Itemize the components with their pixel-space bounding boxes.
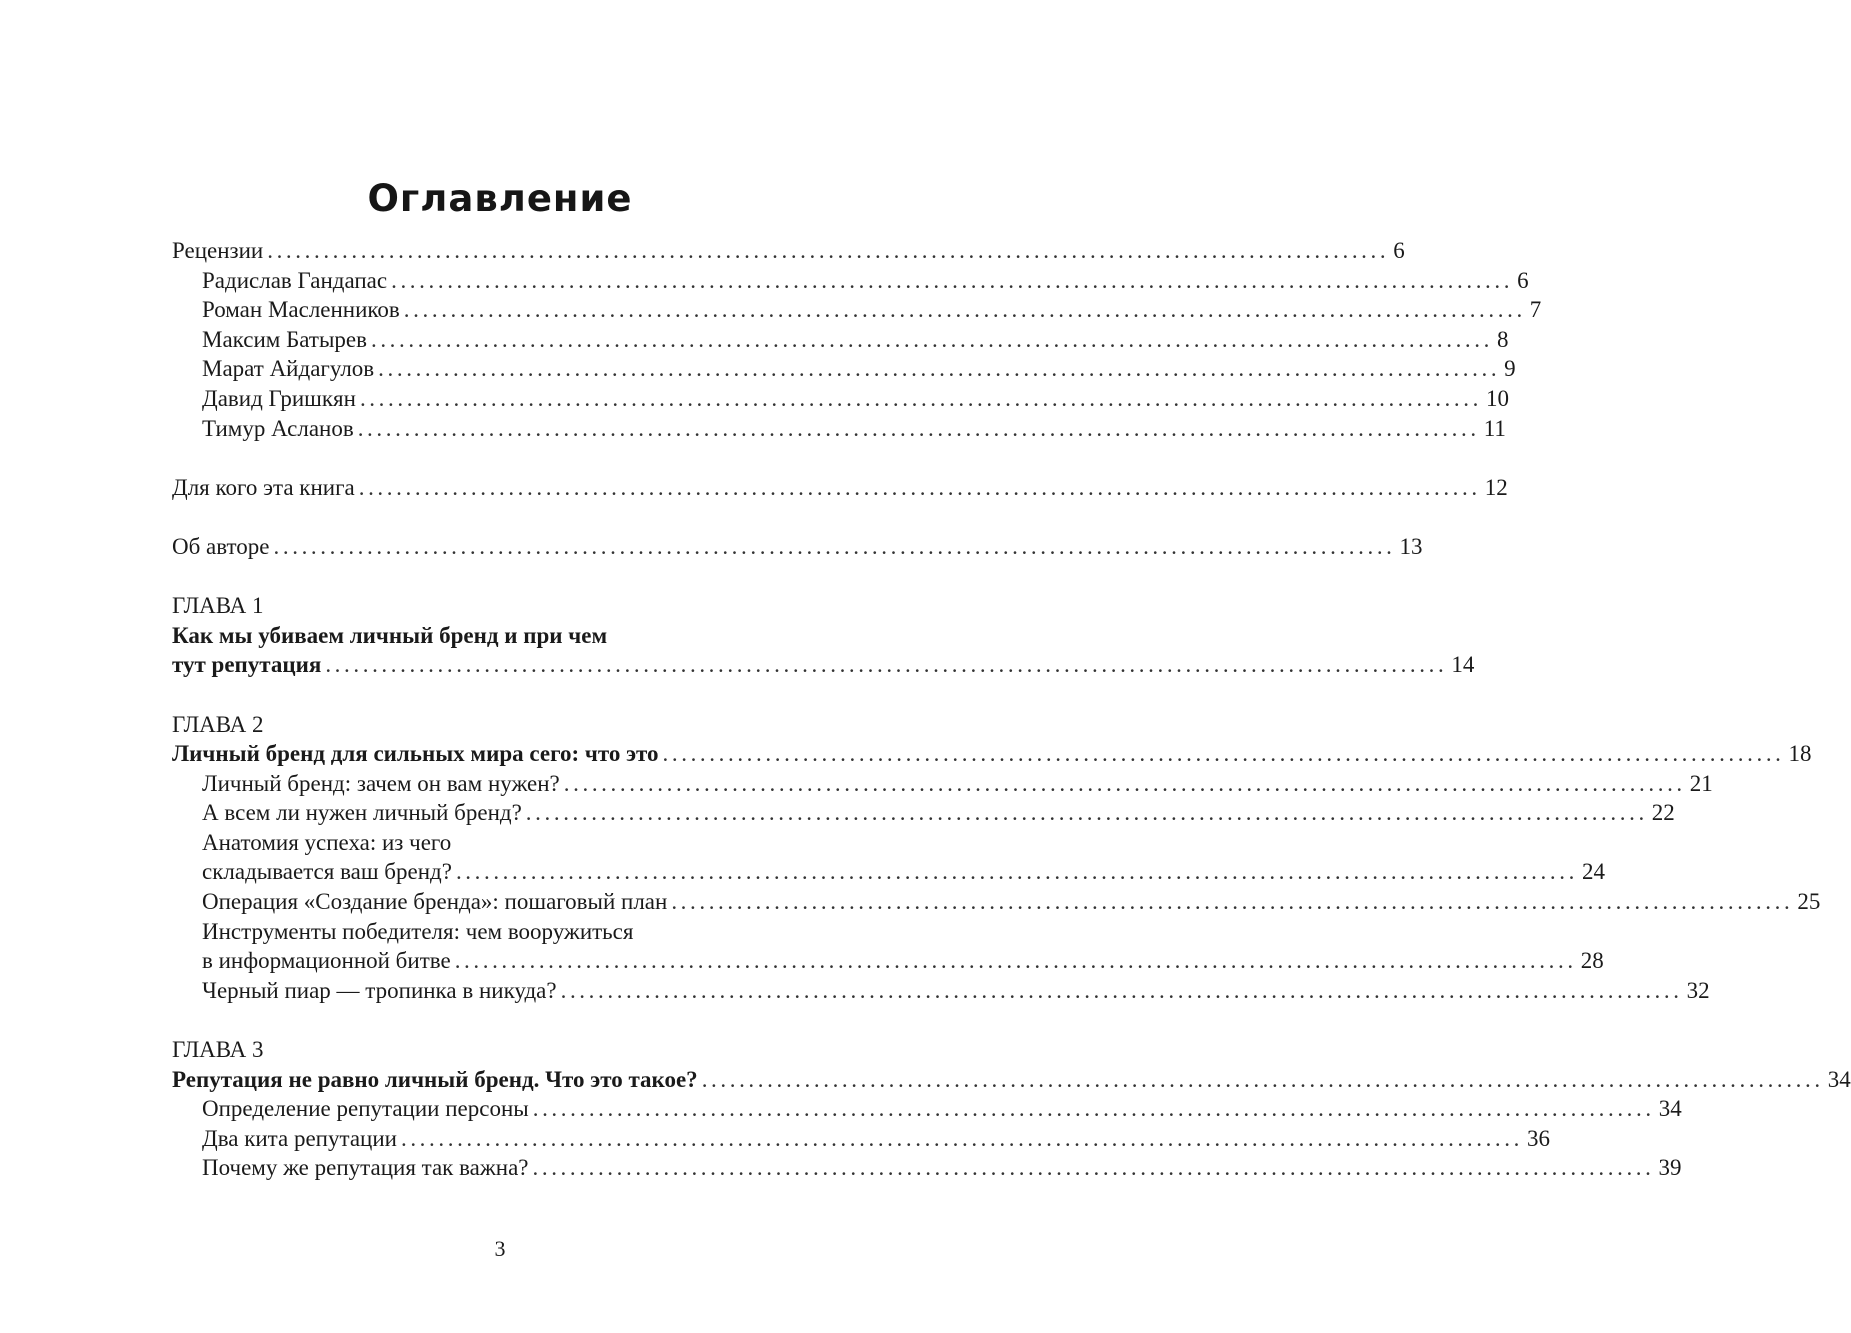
spacer	[172, 562, 789, 592]
toc-entry-chapter[interactable]	[172, 650, 1475, 680]
toc-entry-label: в информационной битве	[202, 948, 451, 974]
toc-entry-page: 39	[1658, 1155, 1682, 1181]
toc-entry-page: 6	[1393, 238, 1405, 263]
toc-entry-page: 8	[1496, 326, 1509, 352]
toc-entry-section[interactable]	[172, 976, 1710, 1006]
toc-entry-label: Давид Гришкян	[202, 385, 356, 411]
toc-entry-label: Личный бренд: зачем он вам нужен?	[202, 770, 560, 796]
toc-entry-page: 21	[1689, 770, 1713, 796]
toc-entry-page: 7	[1529, 297, 1542, 323]
toc-entry-reviewer[interactable]	[172, 266, 1529, 296]
spacer	[172, 680, 789, 710]
dot-leader: ........................................................................................................................	[560, 977, 1683, 1003]
chapter-title: Как мы убиваем личный бренд и при чем	[172, 622, 608, 648]
page-number: 3	[494, 1236, 506, 1261]
dot-leader: ........................................................................................................................	[267, 238, 1390, 263]
chapter-title: тут репутация	[172, 652, 322, 678]
toc-entry-reviewer[interactable]	[172, 325, 1509, 355]
chapter-title-line[interactable]	[172, 621, 789, 651]
toc-entry-label: Радислав Гандапас	[202, 267, 388, 293]
toc-entry-page: 36	[1526, 1125, 1550, 1151]
dot-leader: ........................................................................................................................	[563, 770, 1686, 796]
toc-entry-label: Два кита репутации	[202, 1125, 397, 1151]
toc-entry-page: 10	[1485, 385, 1509, 411]
dot-leader: ........................................................................................................................	[701, 1066, 1824, 1092]
dot-leader: ........................................................................................................................	[662, 741, 1785, 767]
toc-entry-label: Для кого эта книга	[172, 474, 355, 500]
toc-entry-label: Максим Батырев	[202, 326, 367, 352]
chapter-number: ГЛАВА 3	[172, 1037, 264, 1063]
toc-entry-section[interactable]	[172, 1153, 1682, 1183]
toc-entry-page: 13	[1399, 533, 1423, 559]
toc-entry-label: Черный пиар — тропинка в никуда?	[202, 977, 557, 1003]
toc-entry-page: 11	[1483, 415, 1506, 441]
toc-entry-reviews[interactable]	[172, 236, 1405, 266]
toc-entry-reviewer[interactable]	[172, 354, 1516, 384]
toc-entry-for-whom[interactable]	[172, 473, 1508, 503]
dot-leader: ........................................................................................................................	[403, 297, 1526, 323]
toc-entry-page: 12	[1484, 474, 1508, 500]
dot-leader: ........................................................................................................................	[532, 1096, 1655, 1122]
toc-entry-section[interactable]	[172, 769, 1713, 799]
dot-leader: ........................................................................................................................	[378, 356, 1501, 382]
chapter-number: ГЛАВА 1	[172, 593, 264, 619]
toc-entry-page: 28	[1580, 948, 1604, 974]
toc-entry-label: Марат Айдагулов	[202, 356, 375, 382]
toc-entry-chapter[interactable]	[172, 1065, 1851, 1095]
dot-leader: ........................................................................................................................	[357, 415, 1480, 441]
toc-entry-page: 14	[1451, 652, 1475, 678]
toc-entry-label: Операция «Создание бренда»: пошаговый план	[202, 889, 668, 915]
toc-entry-section[interactable]	[172, 857, 1605, 887]
toc-entry-chapter[interactable]	[172, 739, 1812, 769]
toc-entry-label: Роман Масленников	[202, 297, 400, 323]
dot-leader: ........................................................................................................................	[370, 326, 1493, 352]
dot-leader: ........................................................................................................................	[358, 474, 1481, 500]
toc-entry-label: Об авторе	[172, 533, 270, 559]
dot-leader: ........................................................................................................................	[400, 1125, 1523, 1151]
chapter-heading	[172, 710, 789, 740]
table-of-contents	[172, 236, 1851, 1183]
toc-entry-label: складывается ваш бренд?	[202, 859, 452, 885]
chapter-title: Репутация не равно личный бренд. Что это такое?	[172, 1066, 698, 1092]
toc-entry-section[interactable]	[172, 946, 1604, 976]
toc-entry-reviewer[interactable]	[172, 384, 1509, 414]
toc-entry-label: А всем ли нужен личный бренд?	[202, 800, 522, 826]
toc-entry-about-author[interactable]	[172, 532, 1423, 562]
dot-leader: ........................................................................................................................	[325, 652, 1448, 678]
toc-entry-section-line[interactable]	[172, 917, 789, 947]
page-title: Оглавление	[367, 176, 633, 220]
toc-entry-page: 6	[1517, 267, 1529, 293]
toc-entry-page: 22	[1651, 800, 1675, 826]
dot-leader: ........................................................................................................................	[454, 948, 1577, 974]
toc-entry-section[interactable]	[172, 1094, 1682, 1124]
spacer	[172, 502, 789, 532]
chapter-heading	[172, 1035, 789, 1065]
chapter-title: Личный бренд для сильных мира сего: что это	[172, 741, 659, 767]
dot-leader: ........................................................................................................................	[359, 385, 1482, 411]
toc-entry-label: Определение репутации персоны	[202, 1096, 529, 1122]
spacer	[172, 443, 789, 473]
toc-entry-page: 32	[1686, 977, 1710, 1003]
toc-entry-label: Рецензии	[172, 238, 264, 263]
dot-leader: ........................................................................................................................	[391, 267, 1514, 293]
toc-entry-label: Анатомия успеха: из чего	[202, 829, 452, 855]
toc-entry-label: Почему же репутация так важна?	[202, 1155, 529, 1181]
dot-leader: ........................................................................................................................	[671, 889, 1794, 915]
toc-entry-label: Тимур Асланов	[202, 415, 354, 441]
toc-entry-page: 34	[1827, 1066, 1851, 1092]
dot-leader: ........................................................................................................................	[455, 859, 1578, 885]
spacer	[172, 1005, 789, 1035]
toc-entry-section[interactable]	[172, 887, 1821, 917]
toc-entry-section-line[interactable]	[172, 828, 789, 858]
toc-entry-page: 9	[1504, 356, 1516, 382]
toc-entry-reviewer[interactable]	[172, 295, 1542, 325]
dot-leader: ........................................................................................................................	[525, 800, 1648, 826]
toc-entry-page: 25	[1797, 889, 1821, 915]
toc-entry-section[interactable]	[172, 1124, 1550, 1154]
toc-entry-reviewer[interactable]	[172, 414, 1506, 444]
dot-leader: ........................................................................................................................	[532, 1155, 1655, 1181]
chapter-number: ГЛАВА 2	[172, 711, 264, 737]
toc-entry-page: 24	[1581, 859, 1605, 885]
toc-entry-label: Инструменты победителя: чем вооружиться	[202, 918, 634, 944]
toc-entry-page: 18	[1788, 741, 1812, 767]
toc-entry-section[interactable]	[172, 798, 1675, 828]
toc-entry-page: 34	[1658, 1096, 1682, 1122]
chapter-heading	[172, 591, 789, 621]
dot-leader: ........................................................................................................................	[273, 533, 1396, 559]
